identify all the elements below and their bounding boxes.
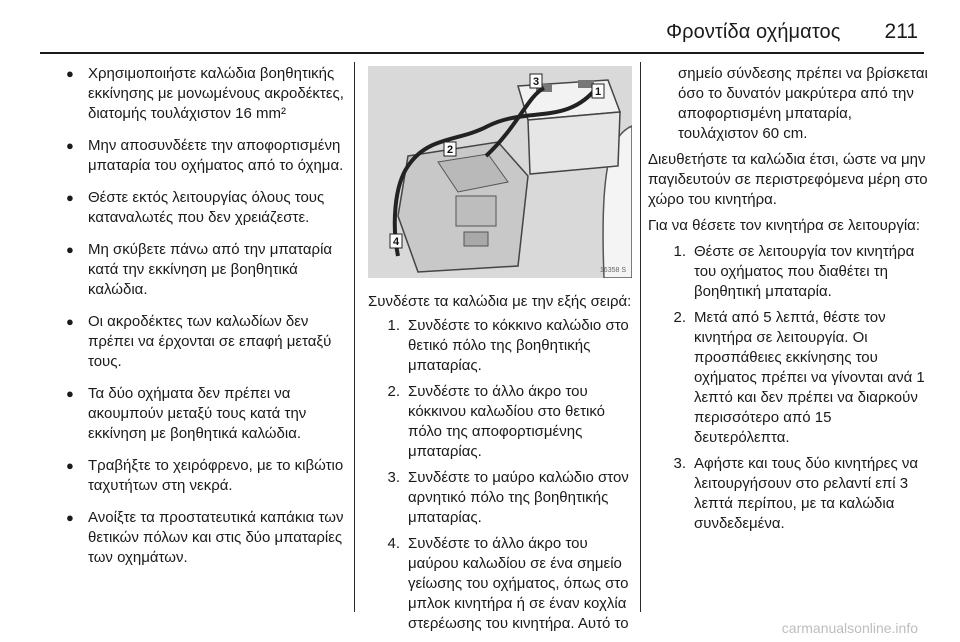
svg-text:3: 3 [532, 76, 540, 88]
engine-bay-drawing [368, 66, 632, 278]
list-item: 3. Συνδέστε το μαύρο καλώδιο στον αρνητικό πόλο της βοηθητικής μπαταρίας. [387, 469, 629, 526]
list-item: ● Οι ακροδέκτες των καλωδίων δεν πρέπει να έρχονται σε επαφή μεταξύ τους. [66, 312, 348, 372]
page-number: 211 [884, 20, 918, 43]
start-procedure-column [648, 64, 928, 540]
svg-text:4: 4 [392, 236, 400, 248]
callout-1 [592, 84, 604, 98]
precautions-column [66, 64, 348, 580]
svg-text:1: 1 [594, 86, 602, 98]
list-item: 2. Συνδέστε το άλλο άκρο του κόκκινου καλωδίου στο θετικό πόλο της αποφορτισμένης μπαταρίας. [387, 383, 605, 460]
start-intro: Για να θέσετε τον κινητήρα σε λειτουργία: [648, 217, 921, 234]
list-item: 2. Μετά από 5 λεπτά, θέστε τον κινητήρα σε λειτουργία. Οι προσπάθειες εκκίνησης του οχήματος πρέπει να γίνονται ανά 1 λεπτό και δεν πρέπει να διαρκούν περισσότερο από 15 δευτερόλεπτα. [673, 309, 925, 446]
list-item: ● Τα δύο οχήματα δεν πρέπει να ακουμπούν μεταξύ τους κατά την εκκίνηση με βοηθητικά καλώδια. [66, 384, 348, 444]
list-item: ● Ανοίξτε τα προστατευτικά καπάκια των θετικών πόλων και στις δύο μπαταρίες των οχημάτων. [66, 508, 348, 568]
list-item: 1. Θέστε σε λειτουργία τον κινητήρα του οχήματος που διαθέτει τη βοηθητική μπαταρία. [673, 243, 915, 300]
list-item: ● Θέστε εκτός λειτουργίας όλους τους καταναλωτές που δεν χρειάζεστε. [66, 188, 348, 228]
watermark: carmanualsonline.info [781, 620, 918, 636]
header-rule [40, 52, 924, 54]
figure-code: 16358 S [599, 267, 626, 274]
callout-3 [530, 74, 542, 88]
step-continuation: σημείο σύνδεσης πρέπει να βρίσκεται όσο το δυνατόν μακρύτερα από την αποφορτισμένη μπαταρία, τουλάχιστον 60 cm. [678, 65, 928, 142]
page-header [666, 20, 918, 50]
svg-text:2: 2 [446, 144, 454, 156]
precaution-list [66, 64, 348, 568]
column-divider-1 [354, 62, 355, 612]
list-item: 4. Συνδέστε το άλλο άκρο του μαύρου καλωδίου σε ένα σημείο γείωσης του οχήματος, όπως στο μπλοκ κινητήρα ή σε έναν κοχλία στερέωσης του κινητήρα. Αυτό το [387, 535, 629, 632]
list-item: ● Τραβήξτε το χειρόφρενο, με το κιβώτιο ταχυτήτων στη νεκρά. [66, 456, 348, 496]
list-item: ● Χρησιμοποιήστε καλώδια βοηθητικής εκκίνησης με μονωμένους ακροδέκτες, διατομής τουλάχιστον 16 mm² [66, 64, 348, 124]
list-item: 3. Αφήστε και τους δύο κινητήρες να λειτουργήσουν στο ρελαντί επί 3 λεπτά περίπου, με τα καλώδια συνδεδεμένα. [673, 455, 919, 532]
connection-steps-column [368, 292, 636, 640]
connection-steps [368, 316, 636, 634]
list-item: ● Μη σκύβετε πάνω από την μπαταρία κατά την εκκίνηση με βοηθητικά καλώδια. [66, 240, 348, 300]
start-steps [648, 242, 928, 534]
column-divider-2 [640, 62, 641, 612]
cable-routing-note: Διευθετήστε τα καλώδια έτσι, ώστε να μην παγιδευτούν σε περιστρεφόμενα μέρη στο χώρο του κινητήρα. [648, 151, 928, 208]
list-item: ● Μην αποσυνδέετε την αποφορτισμένη μπαταρία του οχήματος από το όχημα. [66, 136, 348, 176]
callout-2 [444, 142, 456, 156]
connection-intro: Συνδέστε τα καλώδια με την εξής σειρά: [368, 293, 632, 310]
header-title: Φροντίδα οχήματος [666, 21, 841, 43]
list-item: 1. Συνδέστε το κόκκινο καλώδιο στο θετικό πόλο της βοηθητικής μπαταρίας. [387, 317, 629, 374]
jump-start-illustration [368, 66, 632, 278]
callout-4 [390, 234, 402, 248]
